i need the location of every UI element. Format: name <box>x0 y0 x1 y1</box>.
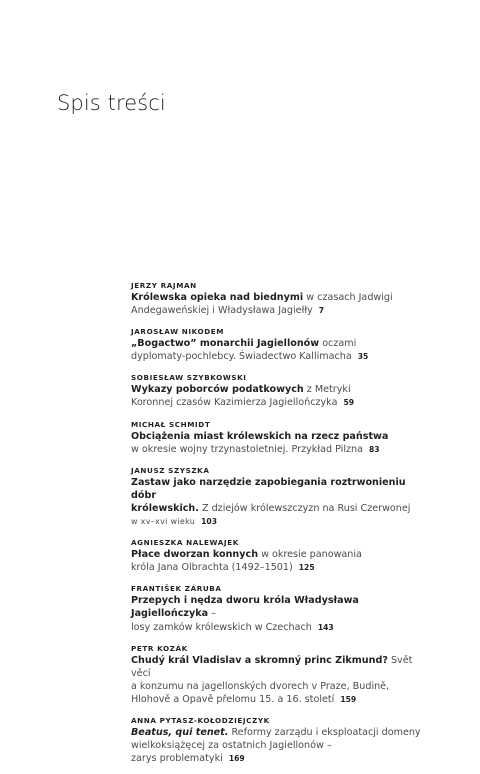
toc-entry[interactable] <box>131 326 431 363</box>
entry-title-bold: Wykazy poborców podatkowych <box>131 384 304 396</box>
entry-title <box>131 726 431 739</box>
entry-title-cont <box>131 350 431 363</box>
entry-title <box>131 337 431 350</box>
toc-entry[interactable] <box>131 419 431 456</box>
entry-title-cont <box>131 693 431 706</box>
entry-page-number: 59 <box>343 398 355 408</box>
entry-title-line: w okresie wojny trzynastoletniej. Przykład Pilzna <box>131 443 363 455</box>
entry-title-line: Andegaweńskiej i Władysława Jagiełły <box>131 305 313 317</box>
entry-title-rest: Z dziejów królewszczyzn na Rusi Czerwonej <box>198 502 411 514</box>
entry-title-rest: oczami <box>319 338 357 350</box>
toc-entry[interactable] <box>131 465 431 528</box>
entry-title-rest: w okresie panowania <box>258 549 362 561</box>
entry-title-bold: Płace dworzan konnych <box>131 549 259 561</box>
entry-page-number: 125 <box>298 563 315 573</box>
entry-page-number: 159 <box>340 694 357 704</box>
toc-entry[interactable] <box>131 537 431 574</box>
toc-entry[interactable] <box>131 280 431 317</box>
entry-title-bold: Chudý král Vladislav a skromný princ Zikmund? <box>131 654 388 666</box>
entry-title <box>131 476 431 502</box>
entry-author: MICHAŁ SCHMIDT <box>131 419 211 429</box>
entry-title-cont <box>131 443 431 456</box>
toc-entry[interactable] <box>131 583 431 633</box>
entry-title-cont <box>131 304 431 317</box>
entry-title-line: wielkoksiążęcej za ostatnich Jagiellonów – <box>131 740 332 752</box>
entry-title-line: dyplomaty-pochlebcy. Świadectwo Kallimacha <box>131 351 352 363</box>
entry-title-rest: Reformy zarządu i eksploatacji domeny <box>228 726 421 738</box>
entry-title-cont <box>131 621 431 634</box>
entry-title-bold: Obciążenia miast królewskich na rzecz państwa <box>131 430 389 442</box>
entry-author: JERZY RAJMAN <box>131 281 197 290</box>
entry-author: ANNA PYTASZ-KOŁODZIEJCZYK <box>131 715 270 725</box>
entry-title-cont <box>131 396 431 409</box>
entry-title-line: Koronnej czasów Kazimierza Jagiellończyka <box>131 397 338 409</box>
entry-title <box>131 654 431 680</box>
entry-author: SOBIESŁAW SZYBKOWSKI <box>131 373 247 383</box>
entry-author: JANUSZ SZYSZKA <box>131 465 210 475</box>
entry-title-italic: Beatus, qui tenet. <box>131 726 229 738</box>
entry-page-number: 83 <box>369 444 380 454</box>
entry-title-cont <box>131 561 431 574</box>
entry-title-line: Hlohově a Opavě přelomu 15. a 16. století <box>131 693 335 705</box>
toc-entry[interactable] <box>131 715 431 765</box>
entry-author: PETR KOZÁK <box>131 643 188 653</box>
entry-page-number: 7 <box>318 306 325 316</box>
toc-entry[interactable] <box>131 643 431 706</box>
entry-title-cont <box>131 502 431 515</box>
entry-author: FRANTIŠEK ZÁRUBA <box>131 584 222 594</box>
entry-title-line: w xv–xvi wieku <box>131 517 196 527</box>
entry-author: AGNIESZKA NALEWAJEK <box>131 538 239 548</box>
entry-title-bold: Zastaw jako narzędzie zapobiegania roztrwonieniu dóbr <box>131 476 406 501</box>
entry-page-number: 103 <box>201 517 217 527</box>
entry-title <box>131 383 431 396</box>
entry-title-line: króla Jana Olbrachta (1492–1501) <box>131 562 293 574</box>
entry-title-bold: królewskich. <box>131 502 199 514</box>
entry-title-bold: Przepych i nędza dworu króla Władysława Jagiellończyka <box>131 595 359 620</box>
page-title: Spis treści <box>57 91 166 115</box>
entry-title <box>131 594 431 620</box>
entry-title-cont <box>131 515 431 528</box>
table-of-contents <box>131 280 431 774</box>
entry-title <box>131 291 431 304</box>
entry-title-bold: „Bogactwo” monarchii Jagiellonów <box>131 338 320 350</box>
entry-title-rest: Svět věcí <box>131 654 413 679</box>
entry-title-cont <box>131 739 431 752</box>
entry-title <box>131 548 431 561</box>
entry-page-number: 143 <box>317 622 334 632</box>
entry-title-cont <box>131 752 431 765</box>
entry-title-cont <box>131 680 431 693</box>
entry-title-line: zarys problematyki <box>131 753 223 765</box>
entry-page-number: 169 <box>228 754 245 764</box>
entry-title-line: losy zamków królewskich w Czechach <box>131 621 312 633</box>
entry-title <box>131 430 431 443</box>
entry-title-rest: z Metryki <box>303 384 351 396</box>
entry-title-line: a konzumu na jagellonských dvorech v Praze, Budině, <box>131 680 390 692</box>
toc-entry[interactable] <box>131 372 431 409</box>
entry-title-bold: Królewska opieka nad biednymi <box>131 292 304 303</box>
entry-title-rest: w czasach Jadwigi <box>303 292 393 303</box>
entry-title-rest: – <box>208 608 216 620</box>
entry-page-number: 35 <box>357 352 369 362</box>
entry-author: JAROSŁAW NIKODEM <box>131 327 225 337</box>
